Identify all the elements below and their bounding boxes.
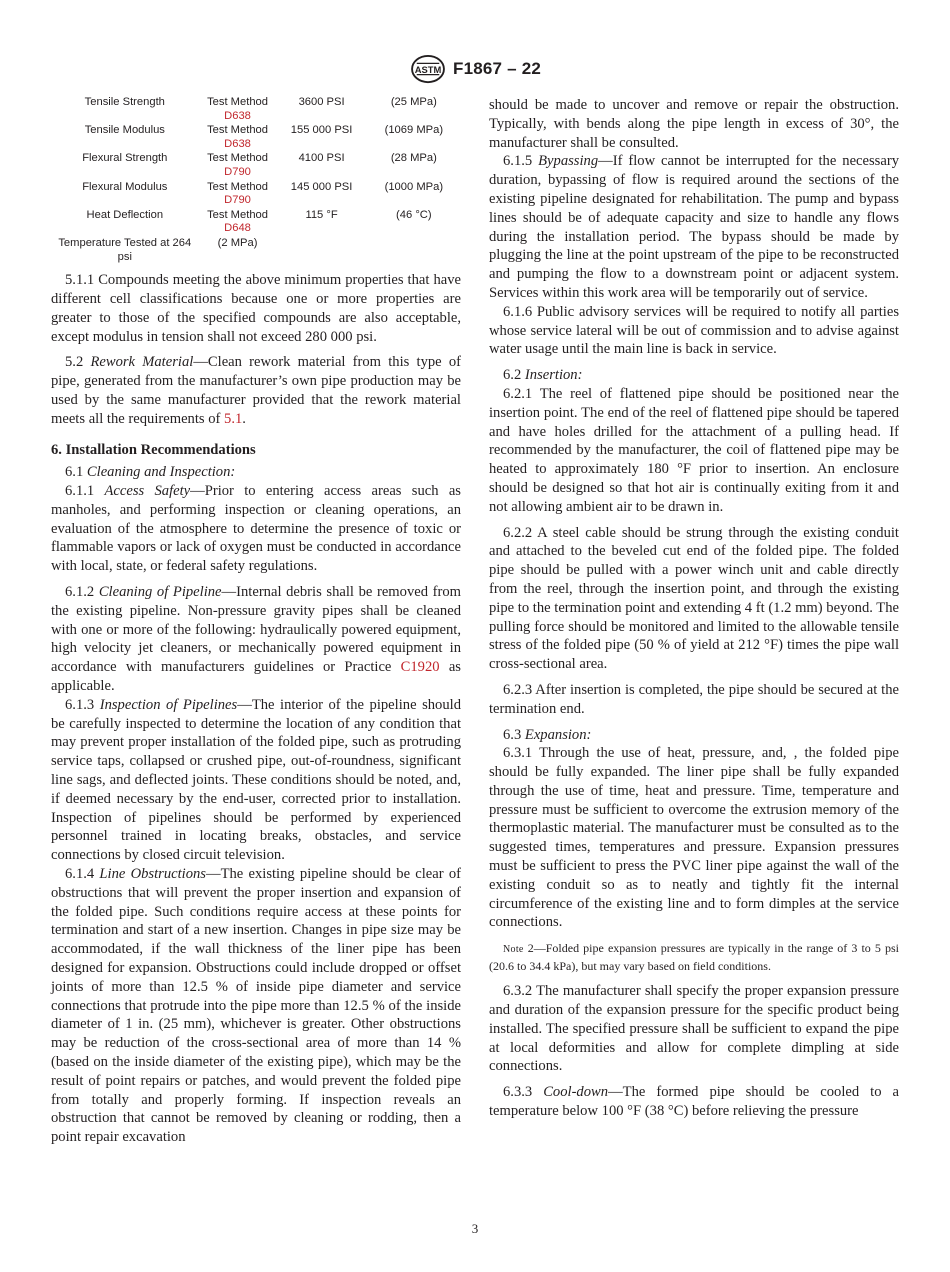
paragraph-6-1-5: 6.1.5 Bypassing—If flow cannot be interrupted for the necessary duration, bypassing of flow is required around the sections of the existing pipeline designated for rehabilitation. The pump and bypass lines should be of adequate capacity and size to handle any flows during the installation period. The bypass should be made by plugging the line at the point upstream of the pipe to be reconstructed and pumping the flow to a downstream point or adjacent system. Services within this work area will be temporarily out of service.	[489, 153, 899, 301]
paragraph-6-1-4: 6.1.4 Line Obstructions—The existing pipeline should be clear of obstructions that will prevent the proper insertion and expansion of the folded pipe. Such conditions require access at these points for termination and start of a new insertion. Changes in pipe size may be accommodated, if the wall thickness of the liner pipe has been designed for expansion. Obstructions could include dropped or offset joints of more than 12.5 % of inside pipe diameter and service connections that protrude into the pipe more than 12.5 % of the inside diameter of 1 in. (25 mm), whichever is greater. Other obstructions may be reduction of the cross-sectional area of more than 14 % (based on the inside diameter of the existing pipe), which may be the result of point repairs or patches, and would prevent the folded pipe from totally and properly forming. If inspection reveals an obstruction that cannot be removed by cleaning or rodding, then a point repair excavation	[51, 866, 461, 1146]
table-row	[51, 124, 461, 152]
paragraph-6-3-1: 6.3.1 Through the use of heat, pressure, and, , the folded pipe should be fully expanded. The liner pipe shall be fully expanded through the use of time, heat and pressure. Time, temperature and pressure must be sufficient to overcome the extrusion memory of the thermoplastic material. The manufacturer must be consulted as to the suggested times, temperatures and pressure. Expansion pressures must be sufficient to press the PVC liner pipe against the wall of the existing conduit so as to neatly and tightly fit the internal circumference of the existing line and to form dimples at the service connections.	[489, 745, 899, 931]
paragraph-6-1-4-continued: should be made to uncover and remove or repair the obstruction. Typically, with bends along the pipe length in excess of 30°, the manufacturer shall be consulted.	[489, 97, 899, 151]
svg-text:ASTM: ASTM	[414, 65, 442, 76]
value-cell	[276, 237, 366, 265]
table-row	[51, 237, 461, 265]
value-cell: 155 000 PSI	[290, 124, 353, 137]
metric-cell	[367, 237, 461, 265]
astm-logo-icon	[409, 54, 447, 84]
test-method-link[interactable]: D638	[224, 109, 251, 122]
paragraph-6-2-1: 6.2.1 The reel of flattened pipe should be positioned near the insertion point. The end of the reel of flattened pipe should be tapered and have holes drilled for the attachment of a pulling head. If recommended by the manufacturer, the coil of flattened pipe may be heated to approximately 180 °F prior to insertion. An enclosure should be designed so that hot air is continually exiting from it and not allowing ambient air to be drawn in.	[489, 385, 899, 515]
metric-cell: (1069 MPa)	[384, 124, 444, 137]
paragraph-6-1-1: 6.1.1 Access Safety—Prior to entering access areas such as manholes, and performing inspection or cleaning operations, an evaluation of the atmosphere to determine the presence of toxic or flammable vapors or lack of oxygen must be conducted in accordance with local, state, or federal safety regulations.	[51, 483, 461, 575]
link-5-1[interactable]: 5.1	[224, 410, 243, 427]
heading-rework-material: Rework Material	[90, 354, 194, 371]
property-cell: Flexural Modulus	[82, 180, 168, 193]
note-label: Note	[503, 944, 524, 956]
page-header	[0, 52, 950, 86]
right-column	[489, 96, 899, 1121]
value-cell: 3600 PSI	[298, 96, 345, 108]
test-method-link[interactable]: D648	[224, 222, 251, 235]
paragraph-6-1-3: 6.1.3 Inspection of Pipelines—The interior of the pipeline should be carefully inspected to determine the location of any condition that may prevent proper installation of the folded pipe, such as protruding service taps, collapsed or crushed pipe, out-of-roundness, significant line sags, and deflected joints. These conditions should be noted, and, if deemed necessary by the end-user, corrected prior to installation. Inspection of pipelines should be performed by experienced personnel trained in locating breaks, obstacles, and service connections by closed circuit television.	[51, 696, 461, 864]
paragraph-6-2-2: 6.2.2 A steel cable should be strung through the existing conduit and attached to the beveled cut end of the folded pipe. The folded pipe should be pulled with a power winch unit and cable directly from the reel, through the insertion point, and through the existing pipe to the termination point and extending 4 ft (1.2 mm) beyond. The pulling force should be monitored and limited to the allowable tensile stress of the folded pipe (50 % of yield at 212 °F) times the pipe wall cross-sectional area.	[489, 524, 899, 673]
method-cell: Test Method D790	[207, 180, 269, 207]
paragraph-6-1-6: 6.1.6 Public advisory services will be required to notify all parties whose service lateral will be out of commission and to advise against water usage until the main line is back in service.	[489, 303, 899, 358]
test-method-link[interactable]: D790	[224, 165, 251, 178]
property-cell: Heat Deflection	[86, 208, 164, 221]
table-row	[51, 181, 461, 209]
value-cell: 4100 PSI	[298, 152, 345, 165]
paragraph-6-2-3: 6.2.3 After insertion is completed, the pipe should be secured at the termination end.	[489, 681, 899, 717]
method-cell: Test Method D648	[207, 208, 269, 235]
metric-cell: (1000 MPa)	[384, 180, 444, 193]
table-row	[51, 96, 461, 124]
page-number: 3	[471, 1221, 479, 1236]
property-cell: Tensile Modulus	[84, 124, 165, 137]
document-designation: F1867 – 22	[452, 59, 541, 78]
property-cell: Temperature Tested at 264 psi	[58, 236, 192, 263]
paragraph-6-1-2: 6.1.2 Cleaning of Pipeline—Internal debris shall be removed from the existing pipeline. Non-pressure gravity pipes shall be cleaned with one or more of the following: hydraulically powered equipment, high velocity jet cleaners, or mechanically powered equipment in accordance with manufacturers guidelines or Practice C1920 as applicable.	[51, 584, 461, 695]
section-heading-6: 6. Installation Recommendations	[51, 441, 256, 458]
property-cell: Flexural Strength	[82, 152, 168, 165]
paragraph-6-3-3: 6.3.3 Cool-down—The formed pipe should be cooled to a temperature below 100 °F (38 °C) before relieving the pressure	[489, 1084, 899, 1120]
value-cell: 145 000 PSI	[290, 180, 353, 193]
note-2: Note 2—Folded pipe expansion pressures are typically in the range of 3 to 5 psi (20.6 to 34.4 kPa), but may vary based on field conditions.	[489, 941, 899, 974]
link-c1920[interactable]: C1920	[400, 659, 440, 676]
property-table	[51, 96, 461, 265]
test-method-link[interactable]: D790	[224, 194, 251, 207]
test-method-link[interactable]: D638	[224, 137, 251, 150]
table-row	[51, 152, 461, 180]
paragraph-6-3: 6.3 Expansion:	[503, 726, 592, 743]
paragraph-5-1-1: 5.1.1 Compounds meeting the above minimum properties that have different cell classifications because one or more properties are greater to those of the specified compounds are also acceptable, except modulus in tension shall not exceed 280 000 psi.	[51, 272, 461, 345]
metric-cell: (46 °C)	[396, 208, 432, 221]
paragraph-6-2: 6.2 Insertion:	[503, 367, 583, 384]
table-row	[51, 209, 461, 237]
metric-cell: (28 MPa)	[390, 152, 437, 165]
value-cell: 115 °F	[305, 208, 338, 221]
method-cell: (2 MPa)	[217, 236, 258, 249]
paragraph-6-1: 6.1 Cleaning and Inspection:	[65, 464, 236, 481]
paragraph-5-2: 5.2 Rework Material—Clean rework material from this type of pipe, generated from the manufacturer’s own pipe production may be used by the same manufacturer provided that the rework material meets all the requirements of 5.1.	[51, 354, 461, 427]
paragraph-6-3-2: 6.3.2 The manufacturer shall specify the proper expansion pressure and duration of the expansion pressure for the specific product being installed. The specified pressure shall be sufficient to expand the pipe at local deformities and allow for complete dimpling at side connections.	[489, 983, 899, 1075]
metric-cell: (25 MPa)	[390, 96, 437, 108]
left-column	[51, 96, 461, 1147]
method-cell: Test Method D790	[207, 152, 269, 178]
method-cell: Test Method D638	[207, 96, 269, 122]
method-cell: Test Method D638	[207, 124, 269, 150]
property-cell: Tensile Strength	[84, 96, 165, 108]
